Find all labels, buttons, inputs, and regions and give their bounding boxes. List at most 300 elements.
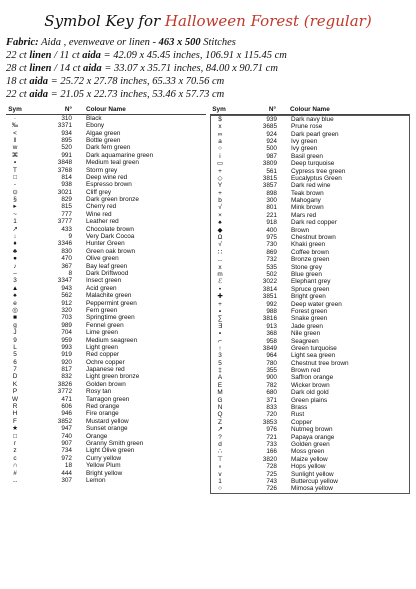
dmc-number: 18 (64, 462, 72, 470)
colour-name: Brass (291, 404, 308, 412)
symbol-glyph: 5 (218, 359, 222, 367)
colour-name: Chestnut brown (291, 234, 336, 242)
dmc-number: 991 (61, 151, 72, 159)
colour-name: Khaki green (291, 241, 326, 249)
dmc-number: 895 (61, 136, 72, 144)
header-colour-name: Colour Name (86, 106, 126, 113)
colour-name: Dark aquamarine green (86, 151, 154, 159)
symbol-glyph: L (13, 343, 17, 351)
dmc-number: 3849 (262, 344, 277, 352)
symbol-glyph: i (219, 152, 221, 160)
symbol-glyph: b (218, 197, 222, 205)
count-part-a: 28 ct (6, 63, 30, 74)
colour-name: Light green bronze (86, 373, 140, 381)
symbol-glyph: × (218, 211, 222, 219)
dmc-number: 958 (266, 337, 277, 345)
symbol-glyph: ∑ (217, 315, 223, 323)
colour-name: Light sea green (291, 352, 336, 360)
count-part-d: aida (83, 63, 102, 74)
symbol-glyph: ∷ (217, 248, 223, 256)
key-row (211, 352, 409, 359)
key-rows (6, 115, 206, 485)
dmc-number: 992 (266, 300, 277, 308)
key-row (6, 403, 206, 410)
symbol-glyph: ∴ (217, 448, 223, 456)
colour-name: Nutmeg brown (291, 426, 333, 434)
fabric-line (6, 36, 410, 49)
count-line (6, 49, 410, 62)
dmc-number: 680 (266, 389, 277, 397)
colour-name: Bright green (291, 293, 326, 301)
symbol-glyph: + (218, 189, 222, 197)
symbol-glyph: ǁ (13, 136, 17, 144)
dmc-number: 561 (266, 167, 277, 175)
dmc-number: 368 (266, 330, 277, 338)
dmc-number: 832 (61, 373, 72, 381)
dmc-number: 3814 (262, 285, 277, 293)
key-row (6, 233, 206, 240)
key-row (211, 323, 409, 330)
key-row (211, 264, 409, 271)
key-row (6, 130, 206, 137)
key-row (211, 182, 409, 189)
colour-name: Buttercup yellow (291, 477, 338, 485)
symbol-glyph: ♠ (218, 219, 222, 227)
key-row (211, 478, 409, 485)
colour-name: Green oak brown (86, 247, 136, 255)
count-lines (6, 49, 410, 101)
symbol-glyph: ♪ (13, 262, 17, 270)
dmc-number: 780 (266, 359, 277, 367)
colour-name: Spruce green (291, 285, 330, 293)
dmc-number: 535 (266, 263, 277, 271)
colour-name: Brown red (291, 367, 321, 375)
key-row (211, 441, 409, 448)
symbol-glyph: ○ (218, 145, 222, 153)
key-row (6, 418, 206, 425)
key-row (6, 137, 206, 144)
dmc-number: 924 (266, 130, 277, 138)
key-row (6, 240, 206, 247)
colour-name: Bronze green (291, 256, 330, 264)
key-row (6, 159, 206, 166)
dmc-number: 400 (266, 226, 277, 234)
dmc-number: 830 (61, 247, 72, 255)
colour-name: Rosy tan (86, 388, 112, 396)
key-row (6, 314, 206, 321)
key-row (6, 248, 206, 255)
dmc-number: 728 (266, 463, 277, 471)
colour-name: Black (86, 114, 102, 122)
colour-name: Leather red (86, 218, 119, 226)
key-row (6, 440, 206, 447)
symbol-glyph: ▸ (13, 203, 17, 211)
symbol-glyph: ▲ (11, 284, 19, 292)
colour-name: Hops yellow (291, 463, 326, 471)
dmc-number: 924 (266, 137, 277, 145)
fabric-label: Fabric: (6, 37, 39, 48)
symbol-glyph: d (218, 440, 222, 448)
symbol-glyph: ∘ (217, 463, 222, 471)
dmc-number: 3826 (57, 380, 72, 388)
symbol-glyph: ⊙ (12, 188, 18, 196)
colour-name: Golden green (291, 440, 330, 448)
key-row (211, 234, 409, 241)
colour-name: Moss green (291, 448, 325, 456)
key-row (6, 329, 206, 336)
colour-name: Granny Smith green (86, 439, 144, 447)
symbol-glyph: ⌐ (218, 337, 222, 345)
dmc-number: 3820 (262, 455, 277, 463)
symbol-glyph: m (217, 271, 223, 278)
key-row (6, 226, 206, 233)
symbol-glyph: # (13, 469, 17, 477)
symbol-glyph: G (217, 396, 223, 404)
symbol-glyph: r (13, 439, 17, 447)
key-row (6, 455, 206, 462)
dmc-number: 814 (61, 173, 72, 181)
pattern-name: Halloween Forest (regular) (164, 12, 372, 30)
symbol-glyph: M (217, 389, 223, 397)
key-header (6, 106, 206, 115)
colour-name: Mimosa yellow (291, 485, 333, 493)
dmc-number: 3853 (262, 418, 277, 426)
colour-name: Mahogany (291, 197, 321, 205)
dmc-number: 726 (266, 485, 277, 493)
symbol-glyph: Q (217, 411, 223, 419)
colour-name: Dark Driftwood (86, 270, 129, 277)
dmc-number: 704 (61, 329, 72, 337)
symbol-glyph: ∃ (217, 322, 223, 330)
colour-name: Brown (291, 226, 310, 234)
dmc-number: 3772 (57, 388, 72, 396)
symbol-glyph: ⊤ (217, 455, 223, 463)
symbol-glyph: ▪ (218, 330, 222, 338)
key-row (6, 477, 206, 484)
symbol-glyph: a (218, 137, 222, 145)
symbol-glyph: E (217, 381, 223, 389)
colour-name: Fire orange (86, 410, 119, 418)
symbol-key-right (210, 106, 410, 494)
key-row (6, 425, 206, 432)
dmc-number: 371 (266, 396, 277, 404)
dmc-number: 300 (266, 197, 277, 205)
count-part-e: = 25.72 x 27.78 inches, 65.33 x 70.56 cm (48, 76, 225, 87)
colour-name: Algae green (86, 129, 121, 137)
dmc-number: 777 (61, 210, 72, 218)
colour-name: Saffron orange (291, 374, 334, 382)
key-row (211, 456, 409, 463)
symbol-glyph: ▭ (216, 160, 224, 168)
symbol-glyph: ◎ (12, 306, 18, 314)
key-row (6, 122, 206, 129)
key-row (6, 359, 206, 366)
dmc-number: 502 (266, 271, 277, 278)
page-title (0, 12, 416, 30)
key-row (6, 307, 206, 314)
key-row (211, 367, 409, 374)
count-line (6, 75, 410, 88)
colour-name: Light Olive green (86, 447, 135, 455)
symbol-glyph: ↗ (217, 426, 223, 434)
symbol-glyph: ▪ (13, 159, 17, 167)
key-row (6, 366, 206, 373)
colour-name: Snake green (291, 315, 328, 323)
symbol-glyph: T (13, 166, 17, 174)
colour-name: Jade green (291, 322, 323, 330)
key-row (211, 145, 409, 152)
colour-name: Red copper (86, 351, 120, 359)
key-row (6, 396, 206, 403)
colour-name: Medium teal green (86, 159, 139, 167)
symbol-glyph: ■ (13, 314, 17, 322)
key-row (6, 344, 206, 351)
symbol-glyph: $ (218, 115, 222, 123)
dmc-number: 919 (61, 351, 72, 359)
symbol-glyph: ● (13, 255, 17, 263)
colour-name: Prune rose (291, 123, 323, 131)
key-row (6, 152, 206, 159)
symbol-glyph: Y (217, 182, 223, 190)
colour-name: Ochre copper (86, 358, 125, 366)
key-row (211, 434, 409, 441)
colour-name: Seagreen (291, 337, 319, 345)
key-row (211, 485, 409, 492)
colour-name: Chestnut tree brown (291, 359, 349, 367)
count-part-b: aida (29, 89, 48, 100)
symbol-glyph: ★ (12, 425, 18, 433)
key-row (211, 271, 409, 278)
colour-name: Dark navy blue (291, 115, 334, 123)
symbol-glyph: g (13, 321, 17, 329)
key-row (6, 388, 206, 395)
colour-name: Wine red (86, 210, 112, 218)
dmc-number: 939 (266, 115, 277, 123)
dmc-number: 3768 (57, 166, 72, 174)
dmc-number: 3777 (57, 218, 72, 226)
symbol-glyph: ▪ (218, 307, 222, 315)
fabric-desc: Aida , evenweave or linen - (41, 37, 156, 48)
colour-name: Green turquoise (291, 344, 337, 352)
key-row (211, 204, 409, 211)
count-line (6, 62, 410, 75)
count-part-b: linen (29, 63, 52, 74)
dmc-number: 817 (61, 366, 72, 374)
dmc-number: 959 (61, 336, 72, 344)
symbol-glyph: 7 (13, 366, 17, 374)
colour-name: Mustard yellow (86, 417, 129, 425)
dmc-number: 734 (61, 447, 72, 455)
dmc-number: 3346 (57, 240, 72, 248)
dmc-number: 833 (266, 404, 277, 412)
key-row (6, 373, 206, 380)
colour-name: Acid green (86, 284, 117, 292)
count-part-d: aida (82, 50, 101, 61)
colour-name: Cherry red (86, 203, 117, 211)
fabric-info (6, 36, 410, 101)
key-row (6, 322, 206, 329)
count-part-b: linen (29, 50, 52, 61)
dmc-number: 355 (266, 367, 277, 375)
symbol-glyph: ? (218, 433, 222, 441)
symbol-glyph: A (217, 374, 223, 382)
symbol-glyph: ♠ (13, 292, 17, 300)
key-row (211, 190, 409, 197)
dmc-number: 221 (266, 211, 277, 219)
key-row (211, 345, 409, 352)
symbol-glyph: N (217, 404, 223, 412)
key-row (6, 167, 206, 174)
dmc-number: 470 (61, 255, 72, 263)
symbol-key-left (6, 106, 206, 484)
dmc-number: 520 (61, 144, 72, 152)
colour-name: Mars red (291, 211, 317, 219)
colour-name: Rust (291, 411, 305, 419)
key-row (6, 292, 206, 299)
colour-name: Tarragon green (86, 395, 130, 403)
colour-name: Dark green bronze (86, 196, 139, 204)
colour-name: Mink brown (291, 204, 324, 212)
count-part-e: = 42.09 x 45.45 inches, 106.91 x 115.45 cm (100, 50, 287, 61)
key-rows (210, 115, 410, 494)
key-row (211, 249, 409, 256)
colour-name: Cliff grey (86, 188, 112, 196)
key-row (6, 263, 206, 270)
colour-name: Sunlight yellow (291, 470, 334, 478)
dmc-number: 725 (266, 470, 277, 478)
symbol-glyph: 5 (13, 351, 17, 359)
symbol-glyph: · (13, 114, 17, 122)
colour-name: Dark red wine (291, 182, 331, 190)
count-part-a: 22 ct (6, 50, 30, 61)
header-colour-name: Colour Name (290, 106, 330, 113)
colour-name: Bright yellow (86, 469, 123, 477)
key-row (211, 168, 409, 175)
symbol-glyph: Z (218, 418, 222, 426)
symbol-glyph: ∩ (12, 462, 18, 470)
key-row (211, 219, 409, 226)
symbol-glyph: 1 (218, 477, 222, 485)
dmc-number: 444 (61, 469, 72, 477)
colour-name: Medium seagreen (86, 336, 138, 344)
colour-name: Deep wine red (86, 173, 128, 181)
colour-name: Elephant grey (291, 278, 331, 286)
dmc-number: 946 (61, 410, 72, 418)
key-row (6, 277, 206, 284)
colour-name: Ebony (86, 122, 105, 130)
key-row (211, 471, 409, 478)
key-row (211, 397, 409, 404)
dmc-number: 562 (61, 292, 72, 300)
key-row (6, 174, 206, 181)
colour-name: Sunset orange (86, 425, 128, 433)
dmc-number: 993 (61, 343, 72, 351)
colour-name: Ivy green (291, 145, 318, 153)
key-row (211, 175, 409, 182)
symbol-glyph: + (218, 167, 222, 175)
dmc-number: 976 (266, 426, 277, 434)
key-row (6, 115, 206, 122)
key-row (6, 381, 206, 388)
symbol-glyph: □ (13, 432, 17, 440)
key-row (211, 286, 409, 293)
key-row (211, 463, 409, 470)
colour-name: Fern green (86, 306, 118, 314)
dmc-number: 743 (266, 477, 277, 485)
dmc-number: 310 (61, 114, 72, 122)
dmc-number: 913 (266, 322, 277, 330)
colour-name: Wicker brown (291, 381, 330, 389)
colour-name: Fennel green (86, 321, 124, 329)
dmc-number: 947 (61, 425, 72, 433)
symbol-glyph: c (13, 454, 17, 462)
dmc-number: 918 (266, 219, 277, 227)
symbol-glyph: v (218, 470, 222, 478)
symbol-glyph: + (218, 300, 222, 308)
key-row (211, 153, 409, 160)
key-row (6, 433, 206, 440)
colour-name: Lime green (86, 329, 118, 337)
colour-name: Teak brown (291, 189, 324, 197)
symbol-glyph: § (13, 196, 17, 204)
count-part-e: = 33.07 x 35.71 inches, 84.00 x 90.71 cm (101, 63, 278, 74)
dmc-number: 869 (266, 248, 277, 256)
symbol-glyph: ‰ (11, 122, 19, 130)
dmc-number: 3021 (57, 188, 72, 196)
symbol-glyph: H (12, 410, 18, 418)
symbol-glyph: √ (218, 204, 222, 212)
key-row (6, 410, 206, 417)
dmc-number: 964 (266, 352, 277, 360)
key-row (6, 181, 206, 188)
dmc-number: 907 (61, 439, 72, 447)
symbol-glyph: K (12, 380, 18, 388)
dmc-number: 367 (61, 262, 72, 270)
key-row (6, 203, 206, 210)
count-part-a: 18 ct (6, 76, 30, 87)
colour-name: Springtime green (86, 314, 135, 322)
colour-name: Dark red copper (291, 219, 337, 227)
dmc-number: 3815 (262, 174, 277, 182)
colour-name: Green plains (291, 396, 328, 404)
dmc-number: 8 (68, 270, 72, 277)
key-row (6, 447, 206, 454)
colour-name: Papaya orange (291, 433, 335, 441)
dmc-number: 9 (68, 233, 72, 241)
key-row (211, 241, 409, 248)
dmc-number: 740 (61, 432, 72, 440)
dmc-number: 3852 (57, 417, 72, 425)
symbol-glyph: x (218, 123, 222, 131)
dmc-number: 606 (61, 403, 72, 411)
key-row (211, 301, 409, 308)
key-row (211, 293, 409, 300)
dmc-number: 320 (61, 306, 72, 314)
dmc-number: 433 (61, 225, 72, 233)
count-part-c: / 14 ct (51, 63, 84, 74)
symbol-glyph: - (13, 181, 17, 189)
symbol-glyph: ℰ (218, 278, 222, 286)
key-row (211, 138, 409, 145)
key-row (6, 144, 206, 151)
symbol-glyph: x (218, 263, 222, 271)
colour-name: Golden brown (86, 380, 126, 388)
key-row (6, 189, 206, 196)
key-row (6, 255, 206, 262)
key-row (6, 351, 206, 358)
symbol-glyph: √ (218, 241, 222, 249)
count-part-c: / 11 ct (51, 50, 83, 61)
